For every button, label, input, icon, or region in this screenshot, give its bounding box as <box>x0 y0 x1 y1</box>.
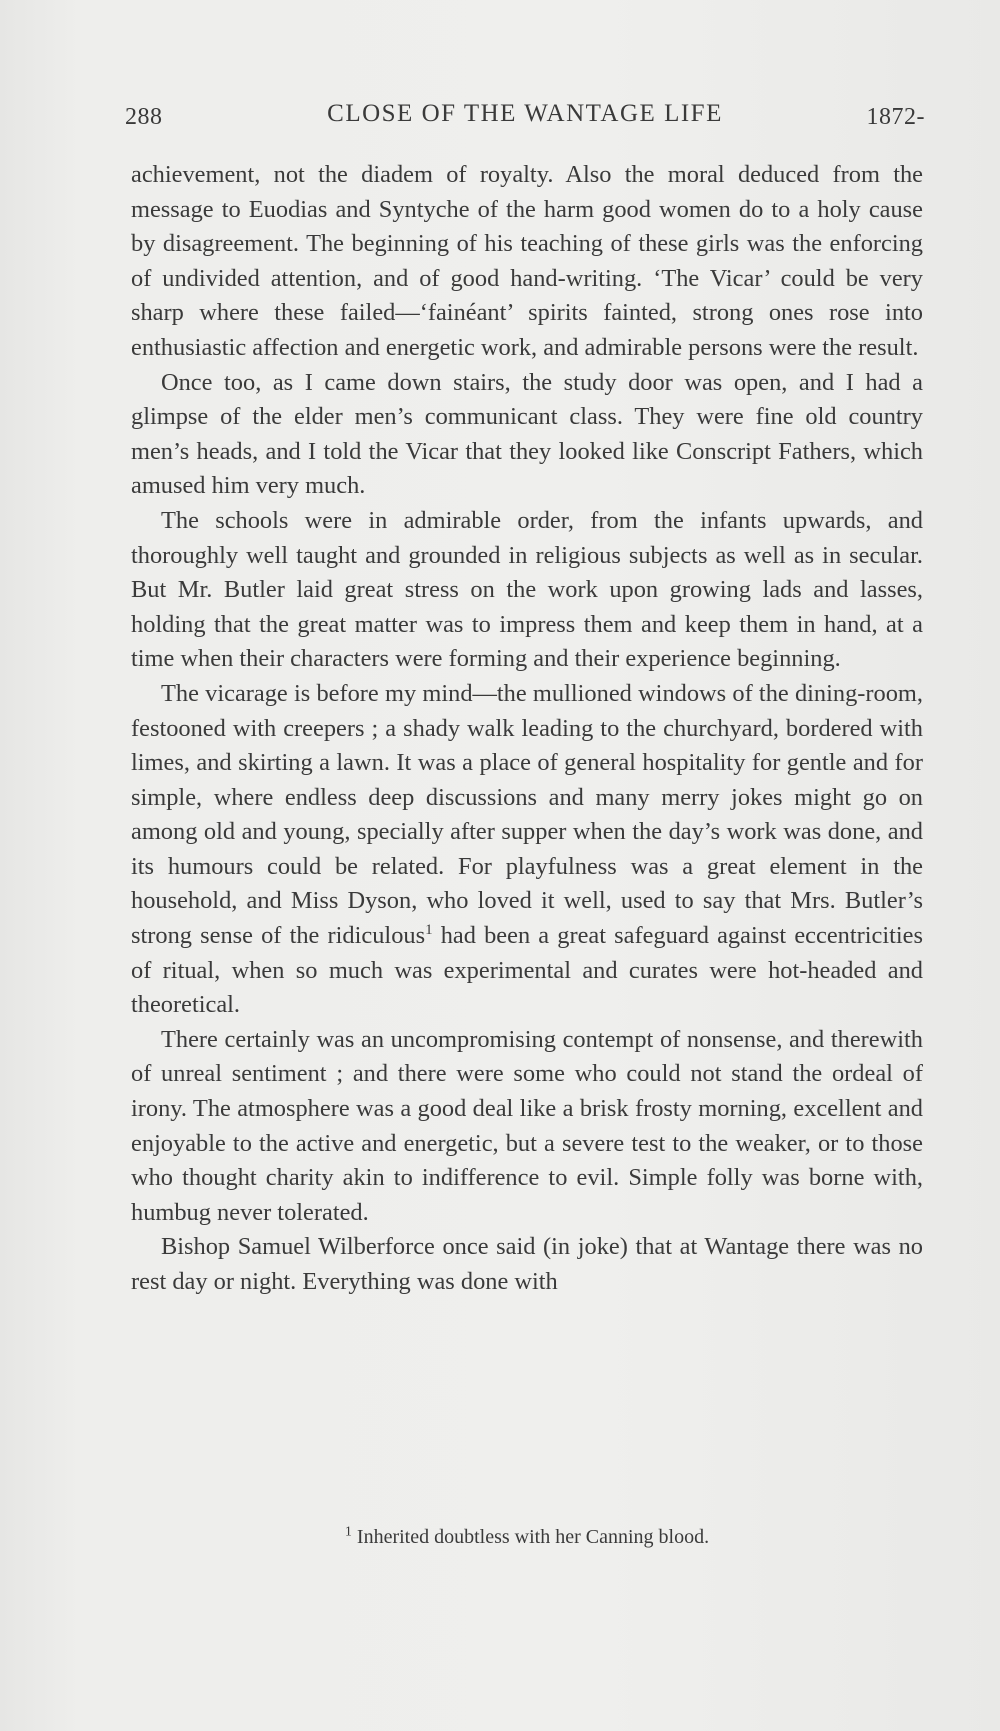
paragraph: achievement, not the diadem of royalty. Also the moral deduced from the message to Euodias and Syntyche of the harm good women do to a holy cause by disagreement. The beginning of his teaching of these girls was the enforcing of undivided attention, and of good hand-writing. ‘The Vicar’ could be very sharp where these failed—‘fainéant’ spirits fainted, strong ones rose into enthusiastic affection and energetic work, and admirable persons were the result. <box>131 161 923 361</box>
paragraph: There certainly was an uncompromising contempt of nonsense, and therewith of unreal sentiment ; and there were some who could not stand the ordeal of irony. The atmosphere was a good deal like a brisk frosty morning, excellent and enjoyable to the active and energetic, but a severe test to the weaker, or to those who thought charity akin to indifference to evil. Simple folly was borne with, humbug never tolerated. <box>131 1025 923 1226</box>
paragraph: The schools were in admirable order, from the infants upwards, and thoroughly well taught and grounded in religious subjects as well as in secular. But Mr. Butler laid great stress on the work upon growing lads and lasses, holding that the great matter was to impress them and keep them in hand, at a time when their characters were forming and their experience beginning. <box>131 506 923 673</box>
footnote-reference: 1 <box>425 921 433 938</box>
paragraph-text: The vicarage is before my mind—the mullioned windows of the dining-room, festooned with creepers ; a shady walk leading to the churchyard, bordered with limes, and skirting a lawn. It was a place of general hospitality for gentle and for simple, where endless deep discussions and many merry jokes might go on among old and young, specially after supper when the day’s work was done, and its humours could be related. For playfulness was a great element in the household, and Miss Dyson, who loved it well, used to say that Mrs. Butler’s strong sense of the ridiculous <box>131 679 923 950</box>
page-number: 288 <box>125 104 163 130</box>
footnote-mark: 1 <box>344 1524 352 1540</box>
paragraph <box>131 677 923 1023</box>
header-year: 1872- <box>866 104 925 130</box>
footnote <box>131 1526 923 1549</box>
footnote-text: Inherited doubtless with her Canning blood. <box>356 1526 710 1548</box>
running-header <box>125 100 925 140</box>
running-title: CLOSE OF THE WANTAGE LIFE <box>327 100 723 127</box>
paragraph: Bishop Samuel Wilberforce once said (in joke) that at Wantage there was no rest day or night. Everything was done with <box>131 1233 923 1295</box>
paragraph-text: had been a great safeguard against eccentricities of ritual, when so much was experimental and curates were hot-headed and theoretical. <box>131 922 923 1019</box>
paragraph: Once too, as I came down stairs, the study door was open, and I had a glimpse of the elder men’s communicant class. They were fine old country men’s heads, and I told the Vicar that they looked like Conscript Fathers, which amused him very much. <box>131 368 923 500</box>
body-text <box>131 158 923 1300</box>
